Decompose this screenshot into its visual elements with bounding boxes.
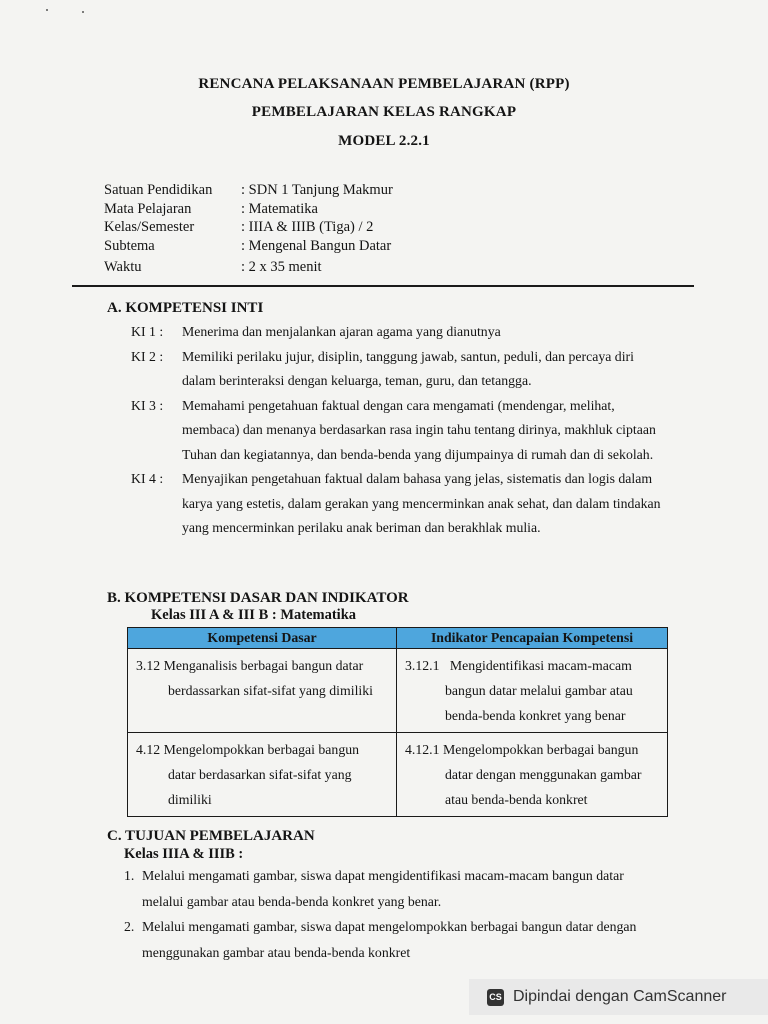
- indicator-first-line: [405, 653, 661, 678]
- kd-continuation: datar berdasarkan sifat-sifat yang dimiliki: [168, 767, 352, 807]
- column-header-indikator: Indikator Pencapaian Kompetensi: [397, 628, 668, 649]
- ki-item: [131, 467, 661, 541]
- info-value: : 2 x 35 menit: [241, 258, 322, 275]
- section-b-heading: B. KOMPETENSI DASAR DAN INDIKATOR: [107, 590, 409, 606]
- kd-number: 4.12: [136, 742, 161, 757]
- info-label: Satuan Pendidikan: [104, 182, 213, 198]
- indicator-text: Mengidentifikasi macam-macam: [449, 658, 632, 673]
- ki-item: [131, 394, 661, 468]
- objective-item: [124, 863, 664, 914]
- section-b-subheading: Kelas III A & III B : Matematika: [151, 607, 357, 623]
- kd-number: 3.12: [136, 658, 161, 673]
- ki-text: Menerima dan menjalankan ajaran agama yang dianutnya: [182, 324, 501, 339]
- objective-list: [124, 863, 664, 965]
- objective-number: 1.: [124, 868, 135, 883]
- info-label: Subtema: [104, 237, 155, 254]
- kd-cell: [128, 649, 397, 733]
- objective-text: Melalui mengamati gambar, siswa dapat mengelompokkan berbagai bangun datar dengan menggunakan gambar atau benda-benda konkret: [142, 919, 637, 960]
- camscanner-logo-icon: CS: [487, 989, 504, 1006]
- ki-label: KI 3 :: [131, 397, 164, 413]
- objective-text: Melalui mengamati gambar, siswa dapat mengidentifikasi macam-macam bangun datar melalui gambar atau benda-benda konkret yang benar.: [142, 868, 624, 909]
- ki-text: Menyajikan pengetahuan faktual dalam bahasa yang jelas, sistematis dan logis dalam karya yang estetis, dalam gerakan yang mencerminkan anak sehat, dan dalam tindakan yang mencerminkan perilaku anak beriman dan berakhlak mulia.: [182, 471, 661, 535]
- ki-item: [131, 345, 661, 394]
- table-header-row: [128, 628, 668, 649]
- info-label: Waktu: [104, 258, 142, 275]
- section-a-heading: A. KOMPETENSI INTI: [107, 300, 264, 316]
- indicator-continuation: datar dengan menggunakan gambar atau benda-benda konkret: [445, 767, 642, 807]
- indicator-first-line: [405, 737, 661, 762]
- indicator-continuation: bangun datar melalui gambar atau benda-benda konkret yang benar: [445, 683, 633, 723]
- kd-text: Menganalisis berbagai bangun datar: [163, 658, 364, 673]
- info-row: [104, 259, 393, 278]
- ki-text: Memiliki perilaku jujur, disiplin, tanggung jawab, santun, peduli, dan percaya diri dalam berinteraksi dengan keluarga, teman, guru, dan tetangga.: [182, 348, 634, 388]
- section-c-subheading: Kelas IIIA & IIIB :: [124, 846, 244, 862]
- ki-label: KI 4 :: [131, 471, 164, 486]
- section-c-heading: C. TUJUAN PEMBELAJARAN: [107, 828, 315, 844]
- column-header-kd: Kompetensi Dasar: [128, 628, 397, 649]
- info-value: : IIIA & IIIB (Tiga) / 2: [241, 219, 374, 235]
- indicator-number: 4.12.1: [405, 742, 440, 757]
- info-label: Mata Pelajaran: [104, 200, 192, 217]
- document-subtitle: PEMBELAJARAN KELAS RANGKAP: [251, 104, 517, 120]
- ki-list: [131, 320, 661, 541]
- table-row: [128, 733, 668, 817]
- scan-speck: [82, 11, 84, 13]
- watermark-text: Dipindai dengan CamScanner: [513, 988, 727, 1005]
- document-model: MODEL 2.2.1: [338, 133, 430, 149]
- info-value: : Mengenal Bangun Datar: [241, 237, 392, 254]
- info-row: [104, 182, 393, 201]
- camscanner-watermark: [469, 979, 768, 1015]
- info-value: : Matematika: [241, 200, 318, 217]
- indicator-text: Mengelompokkan berbagai bangun: [442, 742, 639, 757]
- kd-first-line: [136, 737, 390, 762]
- indicator-cell: [397, 649, 668, 733]
- kd-first-line: [136, 653, 390, 678]
- table-row: [128, 649, 668, 733]
- kd-cell: [128, 733, 397, 817]
- info-value: : SDN 1 Tanjung Makmur: [241, 182, 393, 198]
- info-row: [104, 238, 393, 259]
- kd-continuation: berdassarkan sifat-sifat yang dimiliki: [168, 683, 373, 698]
- header-divider: [72, 285, 694, 287]
- objective-number: 2.: [124, 919, 135, 934]
- competency-table: [127, 627, 668, 817]
- objective-item: [124, 914, 664, 965]
- indicator-number: 3.12.1: [405, 658, 440, 673]
- document-title: RENCANA PELAKSANAAN PEMBELAJARAN (RPP): [198, 76, 570, 92]
- indicator-cell: [397, 733, 668, 817]
- identity-block: [104, 182, 393, 277]
- ki-item: [131, 320, 661, 345]
- info-row: [104, 201, 393, 220]
- info-row: [104, 219, 393, 238]
- ki-text: Memahami pengetahuan faktual dengan cara mengamati (mendengar, melihat, membaca) dan menanya berdasarkan rasa ingin tahu tentang dirinya, makhluk ciptaan Tuhan dan kegiatannya, dan benda-benda yang dijumpainya di rumah dan di sekolah.: [182, 397, 656, 462]
- kd-text: Mengelompokkan berbagai bangun: [163, 742, 360, 757]
- info-label: Kelas/Semester: [104, 219, 195, 235]
- scan-speck: [46, 9, 48, 11]
- ki-label: KI 1 :: [131, 324, 164, 339]
- ki-label: KI 2 :: [131, 348, 164, 364]
